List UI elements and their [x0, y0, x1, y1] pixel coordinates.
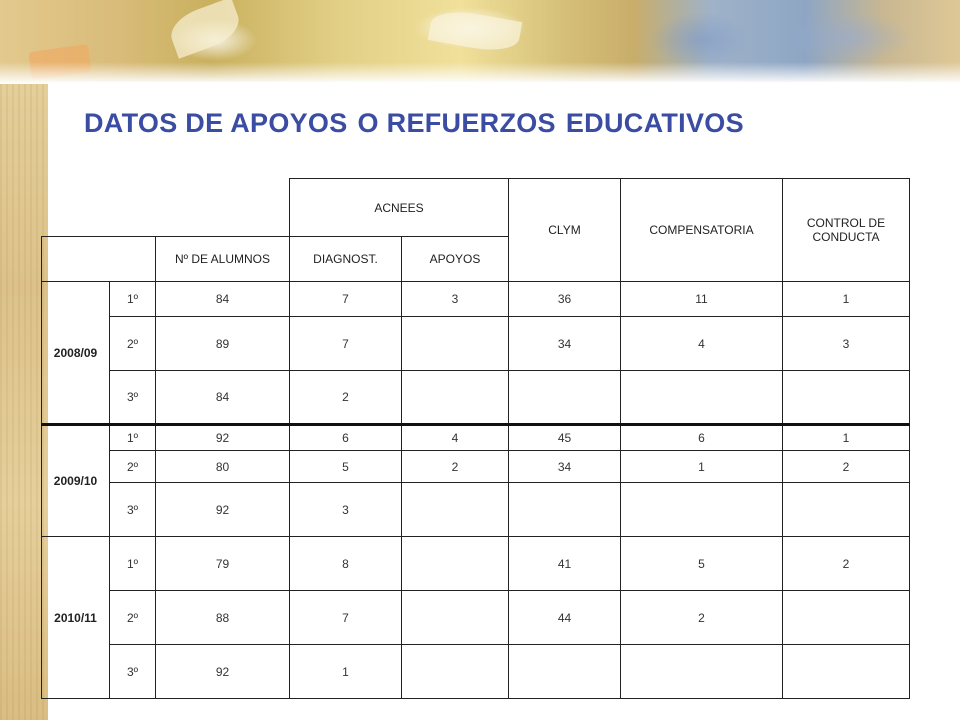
apoyos-cell	[402, 537, 509, 591]
compensatoria-cell: 2	[621, 591, 783, 645]
diagnost-cell: 2	[290, 371, 402, 425]
clym-cell	[509, 483, 621, 537]
header-diagnost: DIAGNOST.	[290, 237, 402, 282]
header-control-conducta: CONTROL DE CONDUCTA	[783, 179, 910, 282]
apoyos-cell	[402, 645, 509, 699]
control-cell: 3	[783, 317, 910, 371]
alumnos-cell: 79	[156, 537, 290, 591]
support-data-table	[41, 178, 910, 699]
table-row	[42, 537, 910, 591]
compensatoria-cell: 1	[621, 451, 783, 483]
header-acnees: ACNEES	[290, 179, 509, 237]
course-cell: 3º	[110, 371, 156, 425]
title-part: EDUCATIVOS	[565, 108, 744, 138]
diagnost-cell: 7	[290, 317, 402, 371]
apoyos-cell	[402, 317, 509, 371]
apoyos-cell	[402, 591, 509, 645]
course-cell: 3º	[110, 483, 156, 537]
alumnos-cell: 80	[156, 451, 290, 483]
course-cell: 1º	[110, 425, 156, 451]
alumnos-cell: 92	[156, 425, 290, 451]
diagnost-cell: 3	[290, 483, 402, 537]
course-cell: 2º	[110, 451, 156, 483]
title-part: O REFUERZOS	[357, 108, 556, 138]
alumnos-cell: 88	[156, 591, 290, 645]
diagnost-cell: 7	[290, 591, 402, 645]
course-cell: 2º	[110, 317, 156, 371]
apoyos-cell	[402, 483, 509, 537]
year-cell: 2010/11	[42, 537, 110, 699]
table-row	[42, 371, 910, 425]
alumnos-cell: 89	[156, 317, 290, 371]
empty-header-cell	[42, 237, 156, 282]
diagnost-cell: 7	[290, 282, 402, 317]
header-apoyos: APOYOS	[402, 237, 509, 282]
table-row	[42, 645, 910, 699]
decorative-top-fade	[0, 62, 960, 84]
control-cell	[783, 483, 910, 537]
apoyos-cell: 2	[402, 451, 509, 483]
clym-cell	[509, 371, 621, 425]
clym-cell: 34	[509, 451, 621, 483]
header-compensatoria: COMPENSATORIA	[621, 179, 783, 282]
page-title	[84, 108, 744, 139]
control-cell	[783, 645, 910, 699]
compensatoria-cell: 4	[621, 317, 783, 371]
header-clym: CLYM	[509, 179, 621, 282]
alumnos-cell: 84	[156, 282, 290, 317]
title-part: DATOS DE APOYOS	[84, 108, 348, 138]
alumnos-cell: 92	[156, 483, 290, 537]
control-cell	[783, 591, 910, 645]
table-row	[42, 425, 910, 451]
clym-cell: 34	[509, 317, 621, 371]
clym-cell: 41	[509, 537, 621, 591]
apoyos-cell: 4	[402, 425, 509, 451]
year-cell: 2009/10	[42, 425, 110, 537]
clym-cell	[509, 645, 621, 699]
alumnos-cell: 92	[156, 645, 290, 699]
diagnost-cell: 5	[290, 451, 402, 483]
clym-cell: 36	[509, 282, 621, 317]
apoyos-cell	[402, 371, 509, 425]
course-cell: 1º	[110, 537, 156, 591]
table-row	[42, 451, 910, 483]
alumnos-cell: 84	[156, 371, 290, 425]
apoyos-cell: 3	[402, 282, 509, 317]
control-cell: 2	[783, 537, 910, 591]
table-row	[42, 317, 910, 371]
compensatoria-cell	[621, 483, 783, 537]
header-alumnos: Nº DE ALUMNOS	[156, 237, 290, 282]
empty-header-cell	[42, 179, 290, 237]
table-row	[42, 591, 910, 645]
diagnost-cell: 8	[290, 537, 402, 591]
clym-cell: 44	[509, 591, 621, 645]
course-cell: 3º	[110, 645, 156, 699]
compensatoria-cell: 6	[621, 425, 783, 451]
compensatoria-cell	[621, 645, 783, 699]
course-cell: 2º	[110, 591, 156, 645]
year-cell: 2008/09	[42, 282, 110, 425]
table-row	[42, 483, 910, 537]
control-cell: 1	[783, 425, 910, 451]
control-cell	[783, 371, 910, 425]
course-cell: 1º	[110, 282, 156, 317]
diagnost-cell: 6	[290, 425, 402, 451]
compensatoria-cell	[621, 371, 783, 425]
compensatoria-cell: 5	[621, 537, 783, 591]
table-row	[42, 282, 910, 317]
control-cell: 1	[783, 282, 910, 317]
clym-cell: 45	[509, 425, 621, 451]
diagnost-cell: 1	[290, 645, 402, 699]
control-cell: 2	[783, 451, 910, 483]
compensatoria-cell: 11	[621, 282, 783, 317]
